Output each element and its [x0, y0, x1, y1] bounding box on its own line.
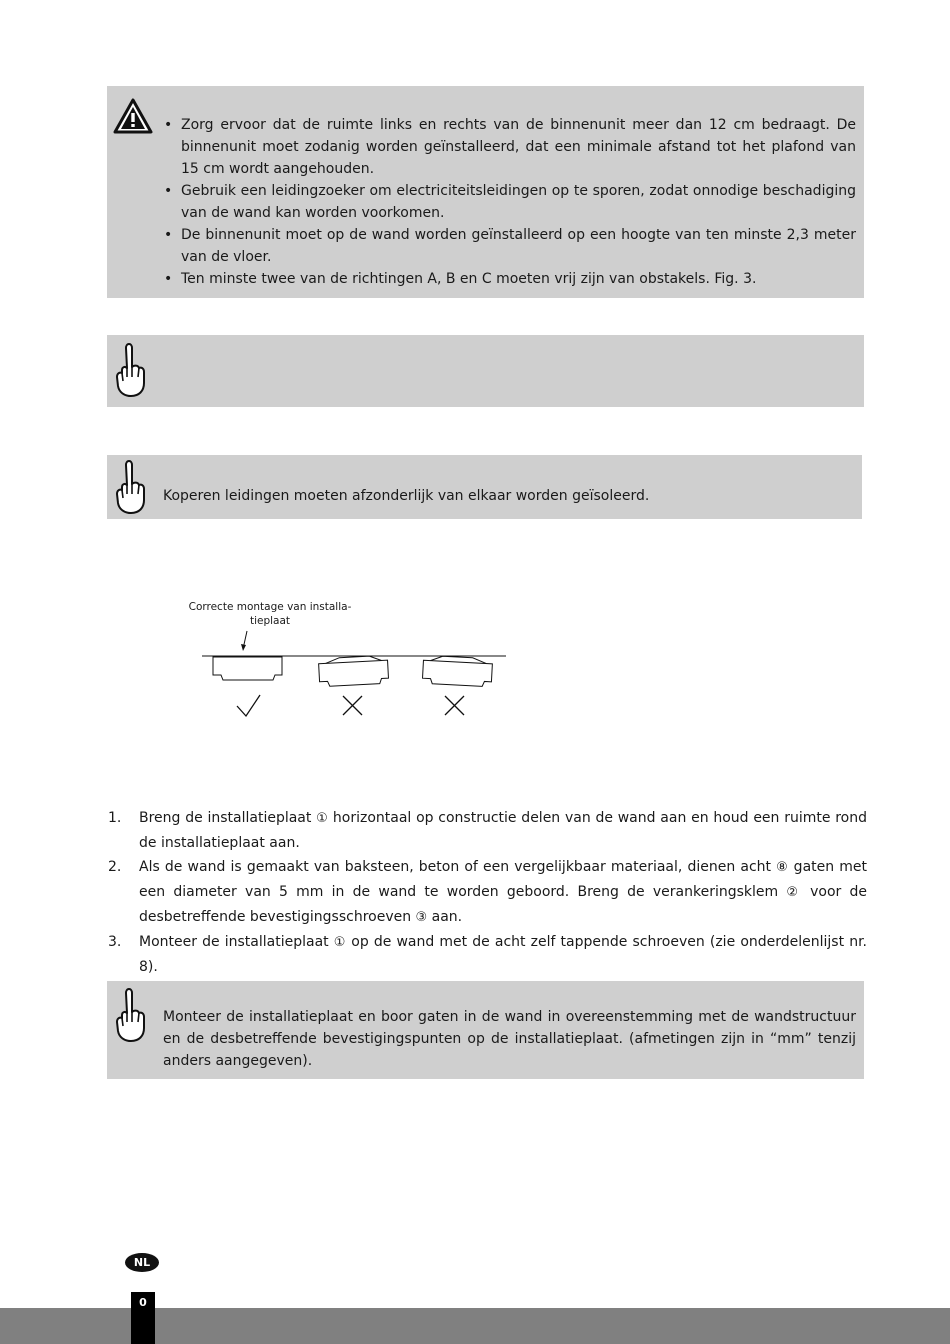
pointing-hand-icon — [113, 458, 147, 516]
step-text: Monteer de installatieplaat — [139, 934, 334, 950]
step-item — [108, 806, 867, 855]
note-box-empty — [107, 335, 864, 407]
part-number: ⑧ — [776, 860, 789, 875]
part-number: ③ — [415, 910, 428, 925]
installation-plate-figure — [180, 600, 520, 730]
installation-steps — [108, 806, 867, 979]
warning-item: • De binnenunit moet op de wand worden geïnstalleerd op een hoogte van ten minste 2,3 meter van de vloer. — [164, 224, 856, 268]
step-text: aan. — [427, 909, 463, 925]
note-text: Koperen leidingen moeten afzonderlijk van elkaar worden geïsoleerd. — [163, 488, 650, 504]
step-text: gaten met een diameter van 5 mm in de wand te worden geboord. Breng de verankeringsklem — [139, 859, 868, 900]
figure-caption-line: tieplaat — [249, 615, 291, 627]
pointing-hand-icon — [113, 341, 147, 399]
step-item — [108, 855, 867, 930]
note-box-copper-pipes — [107, 455, 862, 519]
warning-triangle-icon — [113, 98, 153, 134]
step-text: horizontaal op constructie delen van de wand aan en houd een ruimte rond de installatieplaat aan. — [139, 810, 867, 851]
cross-icon — [445, 696, 464, 715]
warning-item: • Zorg ervoor dat de ruimte links en rechts van de binnenunit meer dan 12 cm bedraagt. De binnenunit moet zodanig worden geïnstalleerd, dat een minimale afstand tot het plafond van 15 cm wordt aangehouden. — [164, 114, 856, 180]
mounting-diagram — [180, 600, 520, 730]
page-number: 0 — [131, 1292, 155, 1344]
step-item — [108, 930, 867, 979]
part-number: ① — [333, 935, 347, 950]
warning-list — [164, 114, 856, 290]
part-number: ② — [786, 885, 802, 900]
step-number: 1. — [108, 810, 122, 826]
step-text: voor de desbetreffende bevestigingsschroeven — [139, 884, 868, 925]
warning-item: • Ten minste twee van de richtingen A, B en C moeten vrij zijn van obstakels. Fig. 3. — [164, 268, 856, 290]
step-text: Breng de installatieplaat — [139, 810, 317, 826]
note-box-mounting — [107, 981, 864, 1079]
step-text: Als de wand is gemaakt van baksteen, beton of een vergelijkbaar materiaal, dienen acht — [139, 859, 777, 875]
warning-box — [107, 86, 864, 298]
check-icon — [237, 695, 260, 716]
step-number: 3. — [108, 934, 122, 950]
pointing-hand-icon — [113, 986, 147, 1044]
figure-caption-line: Correcte montage van installa- — [188, 601, 352, 613]
language-badge: NL — [125, 1253, 159, 1272]
incorrect-unit-tilted-right — [422, 655, 492, 687]
incorrect-unit-tilted-left — [318, 655, 388, 687]
warning-item: • Gebruik een leidingzoeker om electriciteitsleidingen op te sporen, zodat onnodige beschadiging van de wand kan worden voorkomen. — [164, 180, 856, 224]
part-number: ① — [316, 811, 329, 826]
note-text: Monteer de installatieplaat en boor gaten in de wand in overeenstemming met de wandstructuur en de desbetreffende bevestigingspunten op de installatieplaat. (afmetingen zijn in “mm” tenzij anders aangegeven). — [163, 1009, 856, 1069]
step-text: op de wand met de acht zelf tappende schroeven (zie onderdelenlijst nr. 8). — [139, 934, 868, 975]
correct-unit — [213, 657, 282, 680]
cross-icon — [343, 696, 362, 715]
step-number: 2. — [108, 859, 122, 875]
